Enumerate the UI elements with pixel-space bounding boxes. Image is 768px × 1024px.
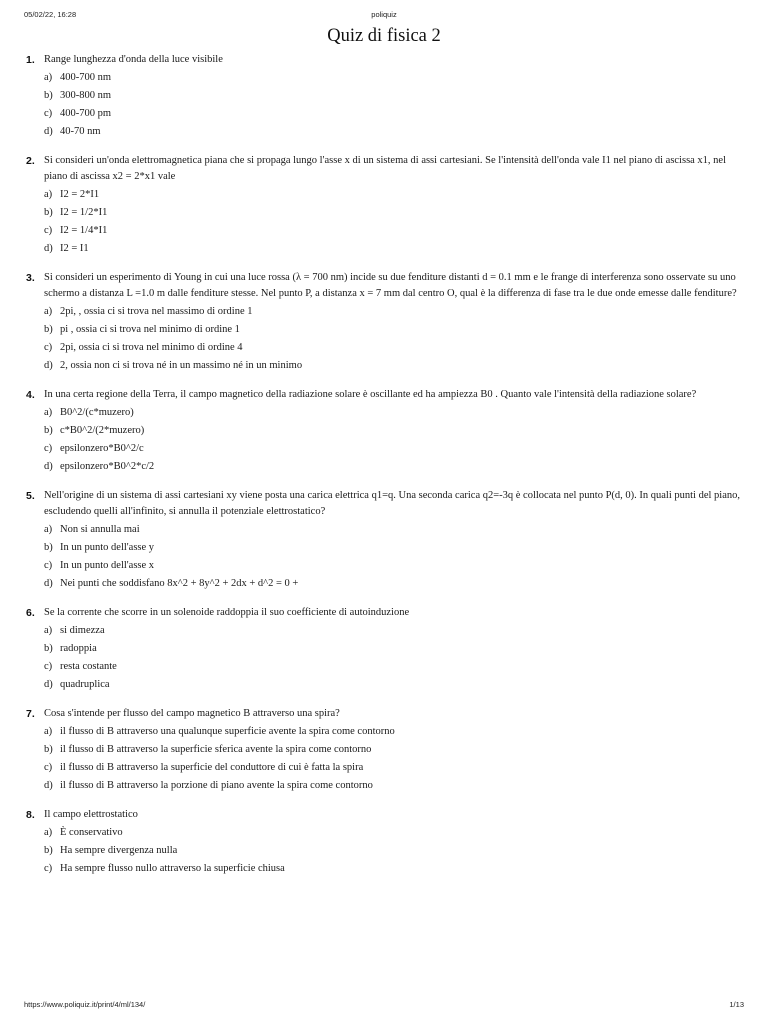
question-item	[26, 488, 746, 592]
answer-option	[44, 760, 746, 776]
answer-options	[44, 522, 746, 592]
answer-text: I2 = 2*I1	[60, 189, 100, 200]
question-number: 7.	[26, 708, 35, 720]
answer-option	[44, 304, 746, 320]
question-number: 3.	[26, 272, 35, 284]
answer-option	[44, 106, 746, 122]
answer-option	[44, 322, 746, 338]
question-text: Il campo elettrostatico	[44, 809, 138, 820]
answer-option	[44, 241, 746, 257]
site-name: poliquiz	[371, 10, 397, 19]
answer-option	[44, 405, 746, 421]
answer-letter: c)	[44, 560, 53, 571]
answer-text: Non si annulla mai	[60, 524, 140, 535]
question-number: 2.	[26, 155, 35, 167]
question-item	[26, 153, 746, 257]
answer-option	[44, 724, 746, 740]
answer-text: si dimezza	[60, 625, 105, 636]
question-number: 4.	[26, 389, 35, 401]
print-header	[24, 10, 744, 22]
answer-option	[44, 641, 746, 657]
question-list	[26, 52, 746, 890]
question-item	[26, 52, 746, 140]
answer-text: In un punto dell'asse y	[60, 542, 155, 553]
answer-text: quadruplica	[60, 679, 110, 690]
question-text: Si consideri un'onda elettromagnetica piana che si propaga lungo l'asse x di un sistema di assi cartesiani. Se l'intensità dell'onda vale I1 nel piano di ascissa x1, nel piano di ascissa x2 = 2*x1 vale	[44, 155, 727, 182]
question-item	[26, 270, 746, 374]
answer-text: il flusso di B attraverso la porzione di piano avente la spira come contorno	[60, 780, 373, 791]
answer-text: c*B0^2/(2*muzero)	[60, 425, 145, 436]
answer-text: I2 = I1	[60, 243, 89, 254]
answer-text: radoppia	[60, 643, 97, 654]
answer-options	[44, 825, 746, 877]
answer-option	[44, 205, 746, 221]
question-number: 5.	[26, 490, 35, 502]
answer-option	[44, 423, 746, 439]
answer-text: 2pi, , ossia ci si trova nel massimo di ordine 1	[60, 306, 253, 317]
answer-text: 40-70 nm	[60, 126, 101, 137]
answer-text: epsilonzero*B0^2*c/2	[60, 461, 155, 472]
answer-letter: b)	[44, 845, 53, 856]
answer-text: È conservativo	[60, 827, 123, 838]
answer-option	[44, 677, 746, 693]
answer-option	[44, 861, 746, 877]
answer-letter: d)	[44, 461, 53, 472]
answer-option	[44, 340, 746, 356]
question-text: Si consideri un esperimento di Young in cui una luce rossa (λ = 700 nm) incide su due fenditure distanti d = 0.1 mm e le frange di interferenza sono osservate su uno schermo a distanza L =1.0 m dalle fenditure stesse. Nel punto P, a distanza x = 7 mm dal centro O, qual è la differenza di fase tra le due onde emesse dalle fenditure?	[44, 272, 737, 299]
question-text: Nell'origine di un sistema di assi cartesiani xy viene posta una carica elettrica q1=q. Una seconda carica q2=-3q è collocata nel punto P(d, 0). In quali punti del piano, escludendo quelli all'infinito, si annulla il potenziale elettrostatico?	[44, 490, 741, 517]
page-title: Quiz di fisica 2	[327, 26, 441, 46]
answer-option	[44, 223, 746, 239]
question-item	[26, 605, 746, 693]
answer-text: Ha sempre flusso nullo attraverso la superficie chiusa	[60, 863, 285, 874]
answer-options	[44, 187, 746, 257]
answer-letter: a)	[44, 524, 53, 535]
answer-text: il flusso di B attraverso la superficie sferica avente la spira come contorno	[60, 744, 372, 755]
answer-letter: a)	[44, 827, 53, 838]
question-item	[26, 706, 746, 794]
question-number: 8.	[26, 809, 35, 821]
answer-text: B0^2/(c*muzero)	[60, 407, 134, 418]
page-number: 1/13	[729, 1000, 744, 1009]
answer-text: I2 = 1/4*I1	[60, 225, 108, 236]
answer-letter: c)	[44, 443, 53, 454]
answer-letter: a)	[44, 726, 53, 737]
answer-letter: b)	[44, 90, 53, 101]
answer-letter: b)	[44, 324, 53, 335]
answer-option	[44, 843, 746, 859]
print-footer	[24, 1000, 744, 1012]
answer-letter: d)	[44, 578, 53, 589]
answer-letter: c)	[44, 661, 53, 672]
answer-option	[44, 441, 746, 457]
answer-option	[44, 742, 746, 758]
answer-text: I2 = 1/2*I1	[60, 207, 108, 218]
answer-text: resta costante	[60, 661, 117, 672]
question-text: Cosa s'intende per flusso del campo magnetico B attraverso una spira?	[44, 708, 340, 719]
question-text: Se la corrente che scorre in un solenoide raddoppia il suo coefficiente di autoinduzione	[44, 607, 410, 618]
answer-option	[44, 358, 746, 374]
answer-option	[44, 576, 746, 592]
answer-text: 400-700 pm	[60, 108, 112, 119]
answer-option	[44, 522, 746, 538]
answer-options	[44, 623, 746, 693]
answer-text: pi , ossia ci si trova nel minimo di ordine 1	[60, 324, 240, 335]
answer-letter: a)	[44, 189, 53, 200]
answer-letter: a)	[44, 625, 53, 636]
answer-option	[44, 778, 746, 794]
answer-option	[44, 540, 746, 556]
answer-text: il flusso di B attraverso la superficie del conduttore di cui è fatta la spira	[60, 762, 364, 773]
answer-letter: d)	[44, 679, 53, 690]
print-date: 05/02/22, 16:28	[24, 10, 77, 19]
question-number: 6.	[26, 607, 35, 619]
answer-options	[44, 405, 746, 475]
answer-letter: b)	[44, 643, 53, 654]
answer-text: In un punto dell'asse x	[60, 560, 155, 571]
answer-text: il flusso di B attraverso una qualunque superficie avente la spira come contorno	[60, 726, 395, 737]
answer-letter: c)	[44, 108, 53, 119]
answer-option	[44, 459, 746, 475]
answer-letter: d)	[44, 360, 53, 371]
answer-letter: c)	[44, 762, 53, 773]
answer-option	[44, 623, 746, 639]
answer-option	[44, 70, 746, 86]
answer-letter: c)	[44, 342, 53, 353]
answer-letter: a)	[44, 306, 53, 317]
answer-options	[44, 724, 746, 794]
answer-text: Ha sempre divergenza nulla	[60, 845, 178, 856]
page-url: https://www.poliquiz.it/print/4/ml/134/	[24, 1000, 146, 1009]
question-item	[26, 387, 746, 475]
answer-text: epsilonzero*B0^2/c	[60, 443, 144, 454]
answer-letter: b)	[44, 207, 53, 218]
answer-letter: a)	[44, 72, 53, 83]
question-text: Range lunghezza d'onda della luce visibile	[44, 54, 223, 65]
answer-letter: c)	[44, 863, 53, 874]
answer-option	[44, 659, 746, 675]
answer-letter: b)	[44, 542, 53, 553]
answer-options	[44, 70, 746, 140]
answer-text: 2, ossia non ci si trova né in un massimo né in un minimo	[60, 360, 303, 371]
answer-option	[44, 187, 746, 203]
answer-letter: d)	[44, 243, 53, 254]
answer-text: 300-800 nm	[60, 90, 112, 101]
answer-letter: b)	[44, 744, 53, 755]
answer-letter: a)	[44, 407, 53, 418]
question-number: 1.	[26, 54, 35, 66]
answer-text: 400-700 nm	[60, 72, 112, 83]
answer-text: Nei punti che soddisfano 8x^2 + 8y^2 + 2dx + d^2 = 0 +	[60, 578, 299, 589]
answer-letter: c)	[44, 225, 53, 236]
question-text: In una certa regione della Terra, il campo magnetico della radiazione solare è oscillante ed ha ampiezza B0 . Quanto vale l'intensità della radiazione solare?	[44, 389, 697, 400]
answer-letter: d)	[44, 126, 53, 137]
answer-options	[44, 304, 746, 374]
answer-letter: b)	[44, 425, 53, 436]
answer-option	[44, 558, 746, 574]
answer-option	[44, 88, 746, 104]
answer-option	[44, 825, 746, 841]
answer-option	[44, 124, 746, 140]
question-item	[26, 807, 746, 877]
answer-text: 2pi, ossia ci si trova nel minimo di ordine 4	[60, 342, 243, 353]
answer-letter: d)	[44, 780, 53, 791]
